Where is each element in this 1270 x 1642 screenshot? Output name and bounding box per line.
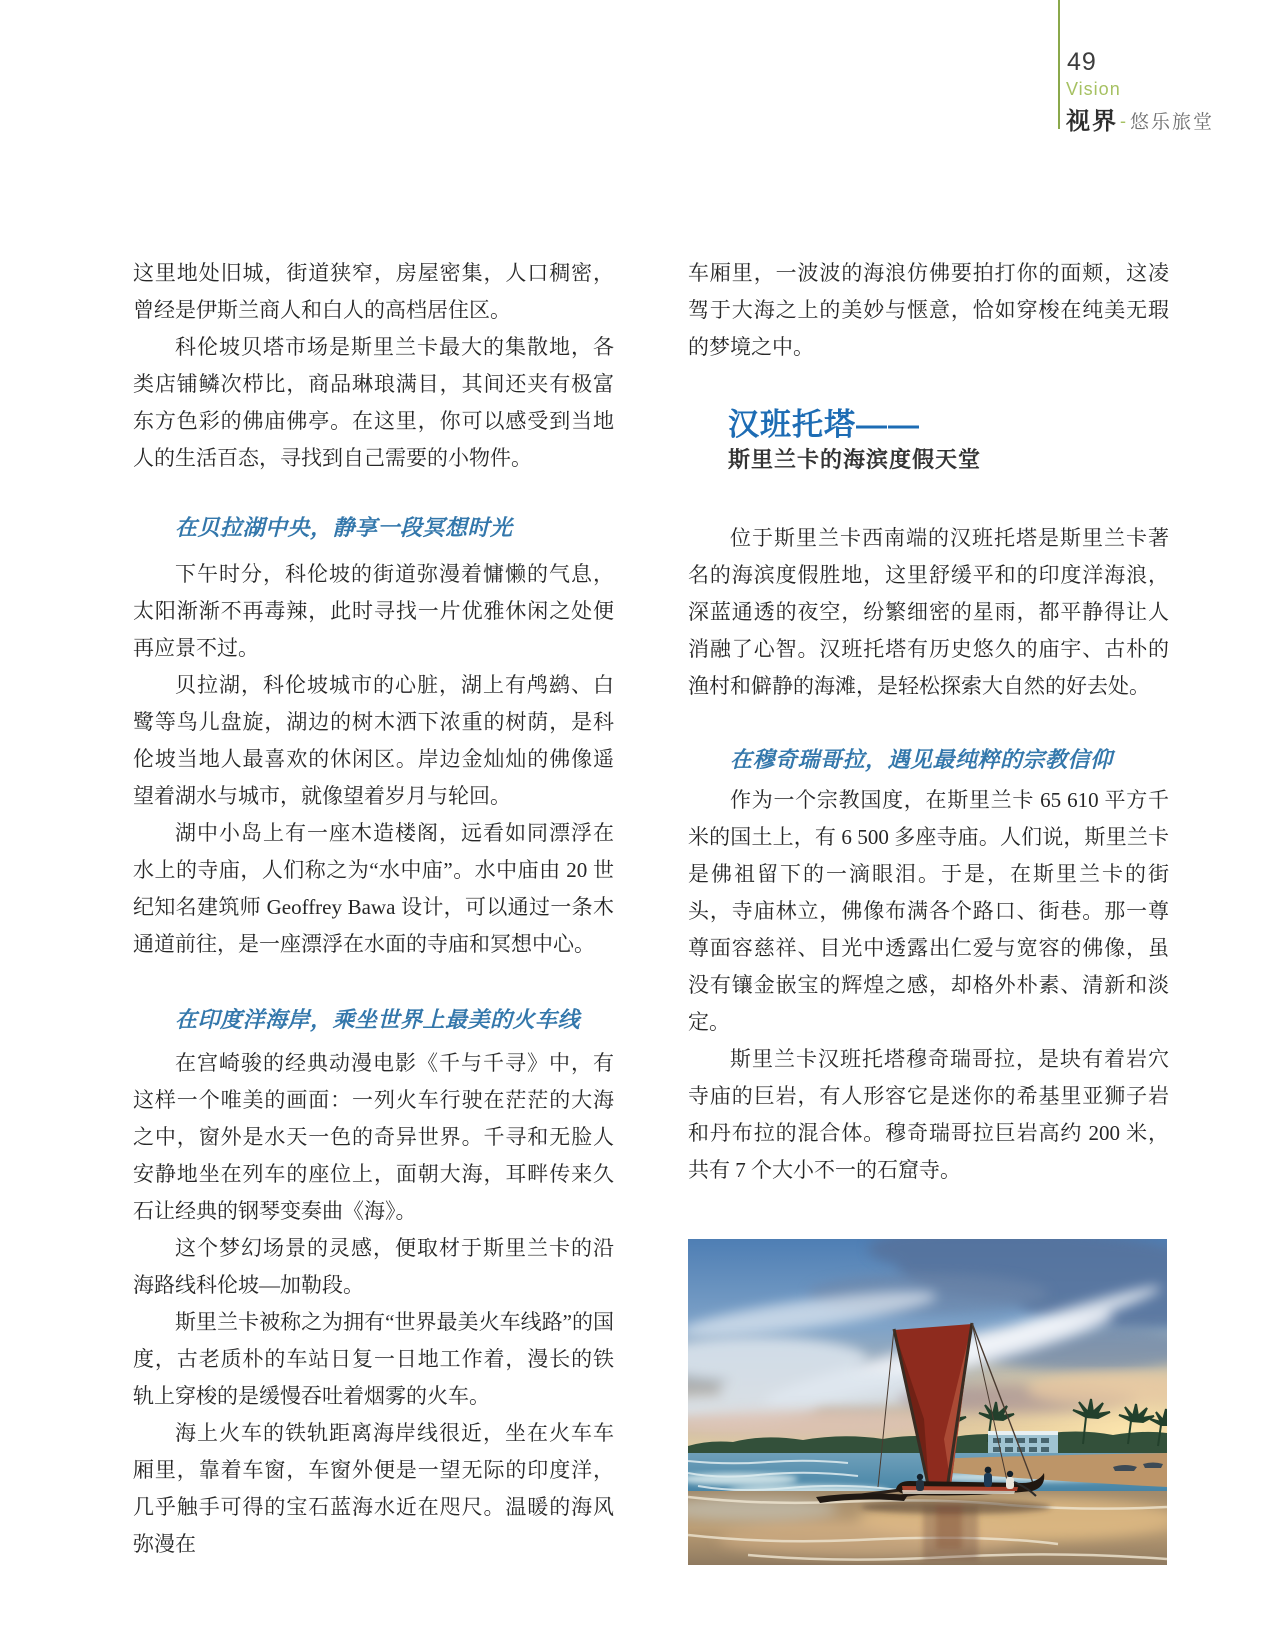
section-title: 视界 bbox=[1066, 108, 1118, 135]
paragraph: 这个梦幻场景的灵感，便取材于斯里兰卡的沿海路线科伦坡—加勒段。 bbox=[133, 1236, 614, 1297]
section-heading-hambantota bbox=[688, 405, 1169, 475]
paragraph: 斯里兰卡被称之为拥有“世界最美火车线路”的国度，古老质朴的车站日复一日地工作着，漫长的铁轨上穿梭的是缓慢吞吐着烟雾的火车。 bbox=[133, 1310, 614, 1408]
paragraph: 作为一个宗教国度，在斯里兰卡 65 610 平方千米的国土上，有 6 500 多座寺庙。人们说，斯里兰卡是佛祖留下的一滴眼泪。于是，在斯里兰卡的街头，寺庙林立，佛像布满各个路口、街巷。那一尊尊面容慈祥、目光中透露出仁爱与宽容的佛像，虽没有镶金嵌宝的辉煌之感，却格外朴素、清新和淡定。 bbox=[688, 788, 1169, 1034]
section-name-en: Vision bbox=[1066, 79, 1121, 99]
subhead-beira-lake: 在贝拉湖中央，静享一段冥想时光 bbox=[175, 515, 513, 540]
paragraph: 科伦坡贝塔市场是斯里兰卡最大的集散地，各类店铺鳞次栉比，商品琳琅满目，其间还夹有极富东方色彩的佛庙佛亭。在这里，你可以感受到当地人的生活百态，寻找到自己需要的小物件。 bbox=[133, 335, 614, 470]
section-separator: - bbox=[1120, 111, 1126, 131]
paragraph: 在宫崎骏的经典动漫电影《千与千寻》中，有这样一个唯美的画面：一列火车行驶在茫茫的大海之中，窗外是水天一色的奇异世界。千寻和无脸人安静地坐在列车的座位上，面朝大海，耳畔传来久石让经典的钢琴变奏曲《海》。 bbox=[133, 1051, 614, 1223]
paragraph: 下午时分，科伦坡的街道弥漫着慵懒的气息，太阳渐渐不再毒辣，此时寻找一片优雅休闲之处便再应景不过。 bbox=[133, 562, 614, 660]
heading-title: 汉班托塔—— bbox=[728, 407, 920, 442]
paragraph: 海上火车的铁轨距离海岸线很近，坐在火车车厢里，靠着车窗，车窗外便是一望无际的印度洋，几乎触手可得的宝石蓝海水近在咫尺。温暖的海风弥漫在 bbox=[133, 1421, 614, 1556]
paragraph: 湖中小岛上有一座木造楼阁，远看如同漂浮在水上的寺庙，人们称之为“水中庙”。水中庙由 20 世纪知名建筑师 Geoffrey Bawa 设计，可以通过一条木通道前往，是一座漂浮在水面的寺庙和冥想中心。 bbox=[133, 821, 614, 956]
page-number: 49 bbox=[1067, 48, 1097, 76]
heading-subtitle: 斯里兰卡的海滨度假天堂 bbox=[728, 447, 982, 472]
paragraph: 位于斯里兰卡西南端的汉班托塔是斯里兰卡著名的海滨度假胜地，这里舒缓平和的印度洋海浪，深蓝通透的夜空，纷繁细密的星雨，都平静得让人消融了心智。汉班托塔有历史悠久的庙宇、古朴的渔村和僻静的海滩，是轻松探索大自然的好去处。 bbox=[688, 526, 1169, 698]
beach-catamaran-photo bbox=[688, 1239, 1167, 1565]
paragraph: 贝拉湖，科伦坡城市的心脏，湖上有鸬鹚、白鹭等鸟儿盘旋，湖边的树木洒下浓重的树荫，是科伦坡当地人最喜欢的休闲区。岸边金灿灿的佛像遥望着湖水与城市，就像望着岁月与轮回。 bbox=[133, 673, 614, 808]
paragraph: 车厢里，一波波的海浪仿佛要拍打你的面颊，这凌驾于大海之上的美妙与惬意，恰如穿梭在纯美无瑕的梦境之中。 bbox=[688, 261, 1169, 359]
paragraph: 斯里兰卡汉班托塔穆奇瑞哥拉，是块有着岩穴寺庙的巨岩，有人形容它是迷你的希基里亚狮子岩和丹布拉的混合体。穆奇瑞哥拉巨岩高约 200 米，共有 7 个大小不一的石窟寺。 bbox=[688, 1047, 1169, 1182]
subhead-mulkirigala: 在穆奇瑞哥拉，遇见最纯粹的宗教信仰 bbox=[730, 747, 1113, 772]
section-name-zh bbox=[1066, 101, 1214, 136]
left-column bbox=[133, 255, 614, 1563]
subhead-ocean-railway: 在印度洋海岸，乘坐世界上最美的火车线 bbox=[175, 1007, 581, 1032]
header-accent-rule bbox=[1058, 0, 1060, 129]
paragraph: 这里地处旧城，街道狭窄，房屋密集，人口稠密，曾经是伊斯兰商人和白人的高档居住区。 bbox=[133, 261, 614, 322]
section-subtitle: 悠乐旅堂 bbox=[1130, 112, 1215, 133]
right-column bbox=[688, 255, 1169, 1565]
